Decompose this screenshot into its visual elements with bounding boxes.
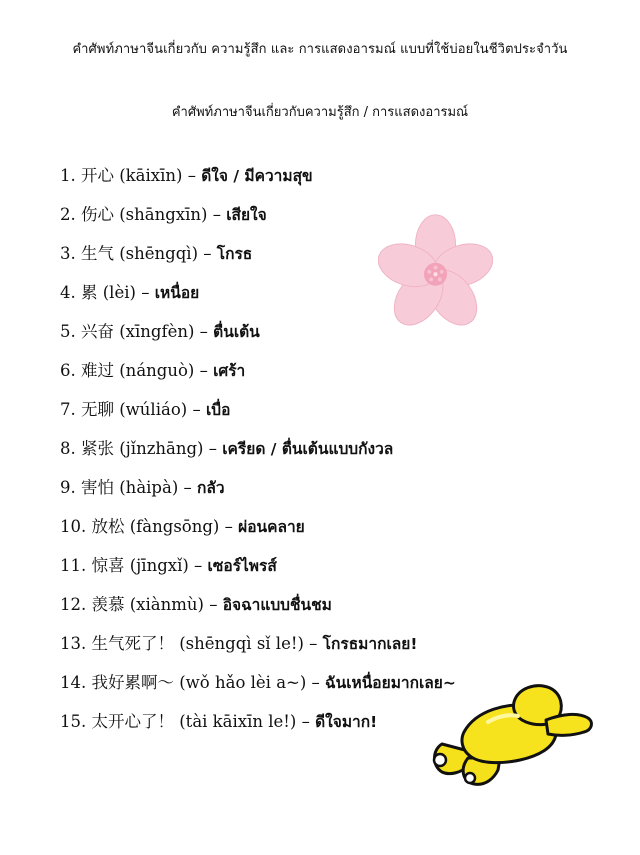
- pinyin: (kāixīn): [119, 166, 183, 185]
- pink-flower-icon: [378, 214, 493, 344]
- vocab-item: [60, 164, 456, 203]
- pinyin: (jīngxǐ): [129, 556, 189, 575]
- vocab-item: [60, 593, 456, 632]
- dash: –: [203, 244, 212, 263]
- toy-paw-pad: [465, 773, 475, 783]
- chinese-word: 兴奋: [81, 322, 114, 341]
- chinese-word: 紧张: [81, 439, 114, 458]
- dash: –: [187, 166, 196, 185]
- item-number: 10.: [60, 517, 87, 536]
- chinese-word: 累: [81, 283, 98, 302]
- vocab-item: [60, 437, 456, 476]
- yellow-plush-toy-icon: [428, 680, 598, 790]
- pinyin: (fàngsōng): [129, 517, 220, 536]
- item-number: 12.: [60, 595, 87, 614]
- item-number: 7.: [60, 400, 76, 419]
- dash: –: [309, 634, 318, 653]
- dash: –: [311, 673, 320, 692]
- item-number: 3.: [60, 244, 76, 263]
- toy-paw-pad: [434, 754, 446, 766]
- page-title: คำศัพท์ภาษาจีนเกี่ยวกับ ความรู้สึก และ การแสดงอารมณ์ แบบที่ใช้บ่อยในชีวิตประจำวัน: [72, 42, 568, 57]
- pinyin: (shēngqì): [119, 244, 199, 263]
- dash: –: [301, 712, 310, 731]
- dash: –: [224, 517, 233, 536]
- dash: –: [192, 400, 201, 419]
- vocab-item: [60, 515, 456, 554]
- chinese-word: 太开心了！: [91, 712, 174, 731]
- thai-meaning: เศร้า: [213, 362, 246, 380]
- thai-meaning: ดีใจมาก!: [315, 713, 378, 731]
- vocab-item: [60, 671, 456, 710]
- item-number: 6.: [60, 361, 76, 380]
- item-number: 4.: [60, 283, 76, 302]
- thai-meaning: ตื่นเต้น: [213, 323, 260, 341]
- item-number: 13.: [60, 634, 87, 653]
- item-number: 5.: [60, 322, 76, 341]
- thai-meaning: อิจฉาแบบชื่นชม: [222, 596, 332, 614]
- toy-arm: [546, 714, 591, 735]
- vocab-item: [60, 632, 456, 671]
- thai-meaning: เครียด / ตื่นเต้นแบบกังวล: [222, 440, 394, 458]
- thai-meaning: เหนื่อย: [154, 284, 200, 302]
- pinyin: (nánguò): [119, 361, 195, 380]
- item-number: 9.: [60, 478, 76, 497]
- thai-meaning: โกรธมากเลย!: [322, 635, 418, 653]
- vocab-item: [60, 476, 456, 515]
- chinese-word: 生气: [81, 244, 114, 263]
- dash: –: [208, 439, 217, 458]
- item-number: 1.: [60, 166, 76, 185]
- thai-meaning: กลัว: [197, 479, 225, 497]
- chinese-word: 难过: [81, 361, 114, 380]
- pinyin: (jǐnzhāng): [119, 439, 204, 458]
- item-number: 8.: [60, 439, 76, 458]
- vocab-item: [60, 398, 456, 437]
- item-number: 14.: [60, 673, 87, 692]
- pinyin: (hàipà): [119, 478, 179, 497]
- pinyin: (shāngxīn): [119, 205, 208, 224]
- thai-meaning: โกรธ: [216, 245, 253, 263]
- pinyin: (tài kāixīn le!): [179, 712, 297, 731]
- vocab-item: [60, 359, 456, 398]
- thai-meaning: ผ่อนคลาย: [238, 518, 305, 536]
- dash: –: [199, 361, 208, 380]
- item-number: 11.: [60, 556, 87, 575]
- chinese-word: 我好累啊～: [91, 673, 174, 692]
- chinese-word: 伤心: [81, 205, 114, 224]
- pinyin: (wúliáo): [119, 400, 188, 419]
- chinese-word: 生气死了！: [91, 634, 174, 653]
- dash: –: [194, 556, 203, 575]
- thai-meaning: ฉันเหนื่อยมากเลย~: [325, 674, 456, 692]
- pinyin: (xīngfèn): [119, 322, 195, 341]
- dash: –: [209, 595, 218, 614]
- chinese-word: 羡慕: [91, 595, 125, 614]
- chinese-word: 害怕: [81, 478, 114, 497]
- chinese-word: 开心: [81, 166, 114, 185]
- dash: –: [212, 205, 221, 224]
- page-subtitle: คำศัพท์ภาษาจีนเกี่ยวกับความรู้สึก / การแสดงอารมณ์: [171, 105, 469, 120]
- pinyin: (wǒ hǎo lèi a~): [179, 673, 307, 692]
- thai-meaning: ดีใจ / มีความสุข: [201, 167, 313, 185]
- chinese-word: 惊喜: [91, 556, 125, 575]
- dash: –: [183, 478, 192, 497]
- thai-meaning: เบื่อ: [205, 401, 231, 419]
- dash: –: [141, 283, 150, 302]
- chinese-word: 放松: [91, 517, 125, 536]
- vocab-item: [60, 710, 456, 749]
- thai-meaning: เซอร์ไพรส์: [207, 557, 277, 575]
- item-number: 15.: [60, 712, 87, 731]
- thai-meaning: เสียใจ: [226, 206, 267, 224]
- dash: –: [199, 322, 208, 341]
- chinese-word: 无聊: [81, 400, 114, 419]
- pinyin: (lèi): [102, 283, 136, 302]
- pinyin: (shēngqì sǐ le!): [179, 634, 304, 653]
- item-number: 2.: [60, 205, 76, 224]
- pinyin: (xiànmù): [129, 595, 204, 614]
- vocab-item: [60, 554, 456, 593]
